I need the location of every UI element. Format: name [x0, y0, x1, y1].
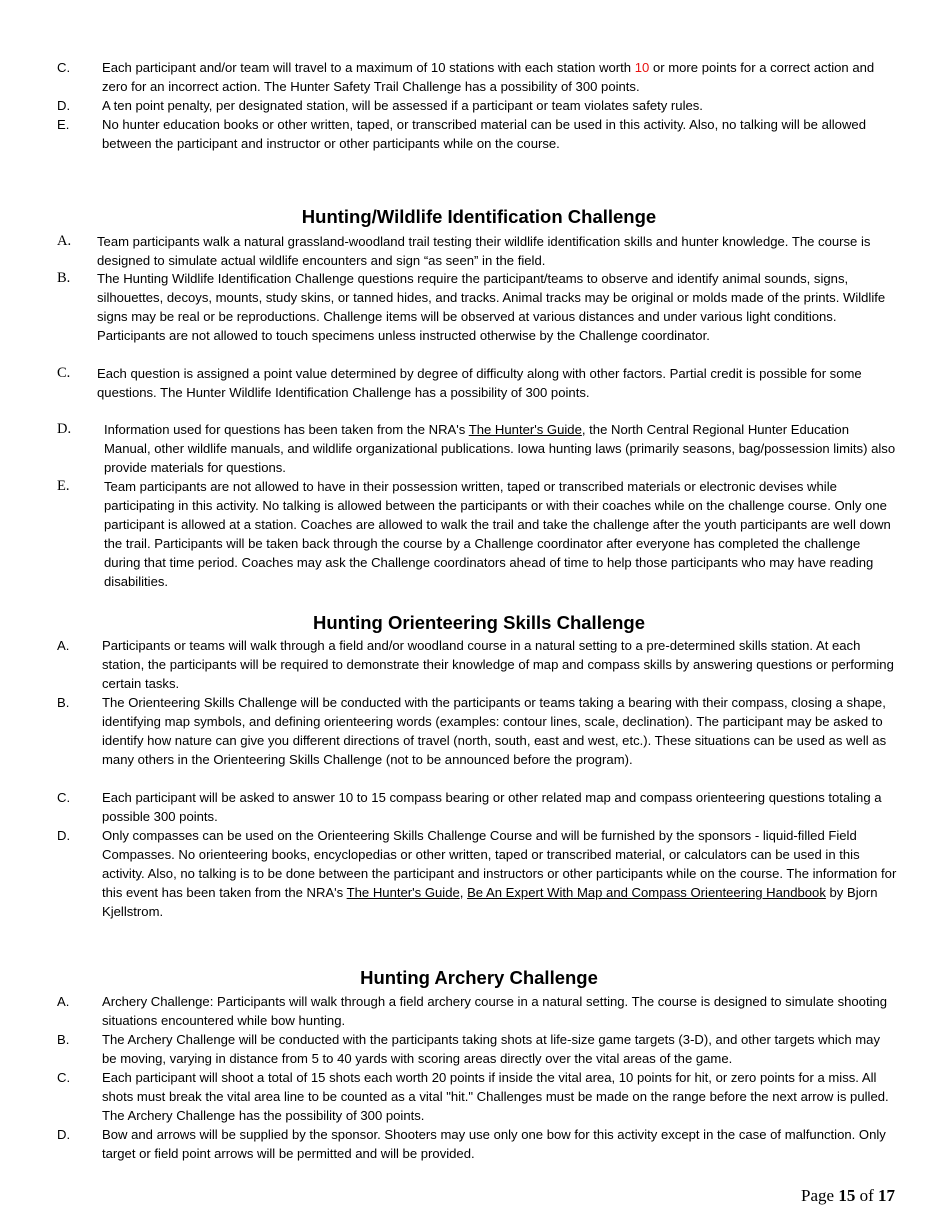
item-letter: A. — [57, 638, 70, 653]
item-letter: C. — [57, 365, 71, 381]
list-item — [57, 1030, 897, 1068]
book-title-link: The Hunter's Guide — [468, 422, 582, 437]
list-item — [57, 992, 897, 1030]
item-text: Each participant will shoot a total of 15 shots each worth 20 points if inside the vital area, 10 points for hit, or zero points for a miss. All shots must break the vital area line to be counted as a vital "hit." Challenges must be made on the range before the next arrow is pulled. The Archery Challenge has the possibility of 300 points. — [102, 1070, 889, 1123]
item-letter: E. — [57, 117, 70, 132]
item-text: Participants or teams will walk through a field and/or woodland course in a natural setting to a pre-determined skills station. At each station, the participants will be required to demonstrate their knowledge of map and compass skills by answering questions or performing certain tasks. — [102, 638, 894, 691]
item-letter: D. — [57, 421, 72, 437]
item-text: The Archery Challenge will be conducted with the participants taking shots at life-size game targets (3-D), and other targets which may be moving, varying in distance from 5 to 40 yards with scoring areas directly over the vital areas of the game. — [102, 1032, 881, 1066]
current-page: 15 — [838, 1186, 856, 1205]
list-item — [57, 826, 897, 921]
page-number: Page 15 of 17 — [801, 1186, 895, 1205]
item-letter: E. — [57, 478, 70, 494]
list-item — [57, 693, 897, 769]
item-letter: B. — [57, 270, 71, 286]
item-letter: C. — [57, 1070, 71, 1085]
item-text: The Orienteering Skills Challenge will be conducted with the participants or teams taking a bearing with their compass, closing a shape, identifying map symbols, and defining orienteering words (examples: contour lines, scale, declination). The participant may be asked to identify how nature can give you different directions of travel (north, south, east and west, etc.). These situations can be used as well as many others in the Orienteering Skills Challenge (not to be announced before the program). — [102, 695, 887, 767]
list-item — [57, 96, 897, 115]
item-text: The Hunting Wildlife Identification Challenge questions require the participant/teams to observe and identify animal sounds, signs, silhouettes, decoys, mounts, study skins, or tanned hides, and tracks. Animal tracks may be original or molds made of the prints. Wildlife signs may be real or be reproductions. Challenge items will be observed at various distances and under various light conditions. Participants are not allowed to touch specimens unless instructed otherwise by the Challenge coordinator. — [97, 271, 886, 343]
total-pages: 17 — [878, 1186, 895, 1205]
highlighted-number: 10 — [634, 60, 650, 75]
list-item — [57, 232, 897, 270]
item-letter: C. — [57, 60, 71, 75]
item-text: No hunter education books or other written, taped, or transcribed material can be used in this activity. Also, no talking will be allowed between the participant and instructor or other participants while on the course. — [102, 117, 866, 151]
item-text: A ten point penalty, per designated station, will be assessed if a participant or team violates safety rules. — [102, 98, 703, 113]
book-title-link: The Hunter's Guide — [346, 885, 460, 900]
list-item — [57, 788, 897, 826]
section-title-orienteering: Hunting Orienteering Skills Challenge — [312, 612, 646, 633]
list-item — [57, 477, 897, 591]
item-letter: B. — [57, 1032, 70, 1047]
item-text: Each question is assigned a point value determined by degree of difficulty along with other factors. Partial credit is possible for some questions. The Hunter Wildlife Identification Challenge has a possibility of 300 points. — [97, 366, 862, 400]
list-item — [57, 636, 897, 693]
item-letter: B. — [57, 695, 70, 710]
list-item — [57, 364, 897, 402]
item-letter: D. — [57, 1127, 71, 1142]
item-text: Information used for questions has been taken from the NRA's The Hunter's Guide, the North Central Regional Hunter Education Manual, other wildlife manuals, and wildlife organizational publications. Iowa hunting laws (primarily seasons, bag/possession limits) also provide materials for questions. — [104, 422, 896, 475]
list-item — [57, 115, 897, 153]
list-item — [57, 420, 897, 477]
book-title-link: Be An Expert With Map and Compass Orienteering Handbook — [467, 885, 826, 900]
item-text: Only compasses can be used on the Orienteering Skills Challenge Course and will be furnished by the sponsors - liquid-filled Field Compasses. No orienteering books, encyclopedias or other written, taped or transcribed material, or calculators can be used in this activity. Also, no talking is to be done between the participant and instructors or other participants while on the course. The information for this event has been taken from the NRA's The Hunter's Guide, Be An Expert With Map and Compass Orienteering Handbook by Bjorn Kjellstrom. — [102, 828, 897, 919]
item-letter: A. — [57, 994, 70, 1009]
item-text: Archery Challenge: Participants will walk through a field archery course in a natural setting. The course is designed to simulate shooting situations encountered while bow hunting. — [102, 994, 888, 1028]
section-title-archery: Hunting Archery Challenge — [360, 967, 598, 988]
list-item — [57, 1068, 902, 1125]
item-text: Team participants walk a natural grassland-woodland trail testing their wildlife identification skills and hunter knowledge. The course is designed to simulate actual wildlife encounters and sign “as seen” in the field. — [97, 234, 871, 268]
item-letter: C. — [57, 790, 71, 805]
list-item — [57, 1125, 897, 1163]
item-letter: D. — [57, 828, 71, 843]
list-item — [57, 58, 897, 96]
list-item — [57, 269, 897, 345]
section-title-wildlife: Hunting/Wildlife Identification Challenge — [301, 206, 657, 227]
item-text: Each participant and/or team will travel to a maximum of 10 stations with each station worth 10 or more points for a correct action and zero for an incorrect action. The Hunter Safety Trail Challenge has a possibility of 300 points. — [102, 60, 875, 94]
item-text: Bow and arrows will be supplied by the sponsor. Shooters may use only one bow for this activity except in the case of malfunction. Only target or field point arrows will be permitted and will be provided. — [102, 1127, 886, 1161]
item-letter: D. — [57, 98, 71, 113]
item-text: Each participant will be asked to answer 10 to 15 compass bearing or other related map and compass orienteering questions totaling a possible 300 points. — [102, 790, 882, 824]
item-text: Team participants are not allowed to have in their possession written, taped or transcribed materials or electronic devises while participating in this activity. No talking is allowed between the participants or with their coaches while on the challenge course. Only one participant is allowed at a station. Coaches are allowed to walk the trail and take the challenge after the youth participants are well down the trail. Participants will be taken back through the course by a Challenge coordinator after everyone has completed the challenge during that time period. Coaches may ask the Challenge coordinators ahead of time to help those participants who may have reading disabilities. — [104, 479, 891, 589]
item-letter: A. — [57, 233, 72, 249]
